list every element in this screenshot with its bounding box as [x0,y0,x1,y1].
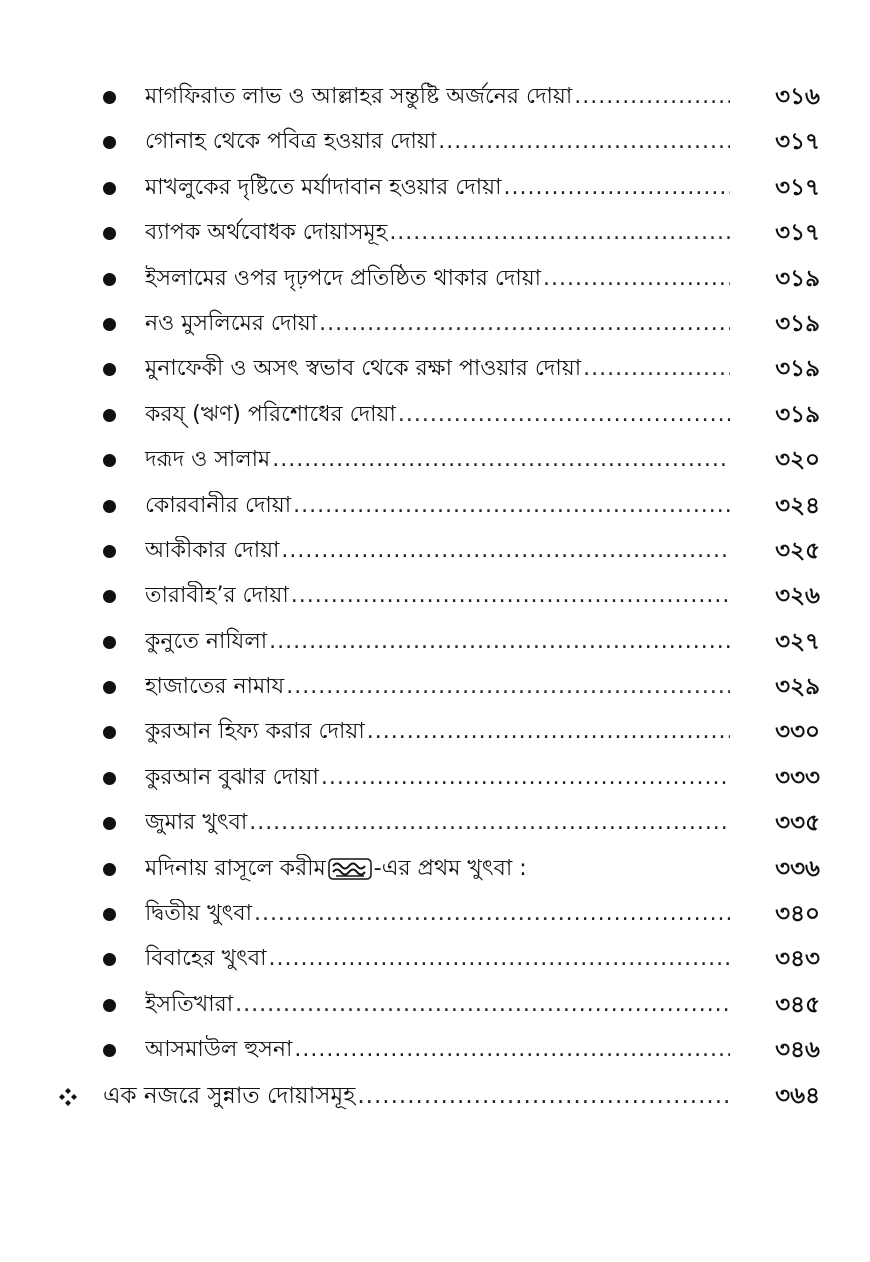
toc-entry-page: ৩৪৫ [775,991,820,1018]
toc-entry[interactable] [0,76,870,121]
dot-leader [367,717,730,747]
toc-entry[interactable] [0,575,870,620]
toc-entry-page: ৩৩৫ [775,810,820,837]
toc-entry-page: ৩১৯ [775,265,820,292]
toc-entry-label: মাখলুকের দৃষ্টিতে মর্যাদাবান হওয়ার দোয়া [145,174,502,200]
dot-leader [235,990,730,1020]
dot-leader [398,400,730,430]
toc-main-entry-page: ৩৬৪ [775,1082,820,1109]
toc-entry[interactable] [0,621,870,666]
dot-leader [269,627,730,657]
toc-entry[interactable] [0,802,870,847]
toc-entry-page: ৩১৬ [775,84,820,110]
toc-entry-label: মাগফিরাত লাভ ও আল্লাহর সন্তুষ্টি অর্জনের দোয়া [145,84,573,109]
dot-leader [357,1081,733,1111]
dot-leader [583,354,730,384]
toc-entry-label: হাজাতের নামায [145,674,285,700]
toc-entry-page: ৩১৯ [775,356,820,383]
bullet-icon [103,953,116,966]
toc-entry-page: ৩২৬ [775,583,820,610]
bullet-icon [103,863,116,876]
bullet-icon [103,409,116,422]
toc-entry-label: করয্ (ঋণ) পরিশোধের দোয়া [145,401,396,427]
table-of-contents [0,76,870,1120]
dot-leader [319,309,730,339]
toc-entry-page: ৩১৭ [775,174,820,201]
toc-entry-page: ৩১৯ [775,310,820,337]
toc-entry-label: কুরআন বুঝার দোয়া [145,764,319,790]
bullet-icon [103,182,116,195]
bullet-icon [103,681,116,694]
toc-entry-label: দ্বিতীয় খুৎবা [145,901,252,927]
bullet-icon [103,273,116,286]
toc-entry[interactable] [0,121,870,166]
toc-entry-page: ৩২৭ [775,628,820,655]
toc-entry[interactable] [0,348,870,393]
toc-entry-page: ৩৪৩ [775,946,820,973]
bullet-icon [103,91,116,104]
toc-entry-page: ৩২৪ [775,492,820,519]
dot-leader [269,944,731,974]
dot-leader [286,672,730,702]
toc-entry[interactable] [0,893,870,938]
toc-entry-label: ইসলামের ওপর দৃঢ়পদে প্রতিষ্ঠিত থাকার দোয়া [145,265,542,291]
toc-entry-label: আসমাউল হুসনা [145,1037,293,1063]
toc-entry-label-before: মদিনায় রাসূলে করীম [145,855,326,881]
toc-entry-page: ৩২০ [775,447,820,474]
bullet-icon [103,817,116,830]
four-diamond-bullet-icon [58,1087,78,1107]
toc-entry-label: কুনুতে নাযিলা [145,628,268,654]
dot-leader [438,127,730,157]
bullet-icon [103,454,116,467]
toc-entry-label: তারাবীহ’র দোয়া [145,583,289,609]
toc-entry[interactable] [0,984,870,1029]
toc-entry-label [145,854,529,884]
toc-main-entry[interactable] [0,1075,870,1120]
bullet-icon [103,636,116,649]
dot-leader [543,264,730,294]
dot-leader [321,763,730,793]
toc-entry-label: কোরবানীর দোয়া [145,492,292,518]
bullet-icon [103,1044,116,1057]
toc-entry-label: জুমার খুৎবা [145,810,248,836]
bullet-icon [103,772,116,785]
toc-entry-page: ৩৪০ [775,901,820,928]
toc-entry-label: ইসতিখারা [145,991,234,1017]
bullet-icon [103,726,116,739]
toc-entry[interactable] [0,212,870,257]
toc-entry[interactable] [0,303,870,348]
toc-entry[interactable] [0,757,870,802]
toc-entry-label: গোনাহ থেকে পবিত্র হওয়ার দোয়া [145,129,437,155]
bullet-icon [103,318,116,331]
toc-entry[interactable] [0,1029,870,1074]
toc-entry-page: ৩১৭ [775,220,820,247]
toc-entry-label-after: -এর প্রথম খুৎবা : [373,855,527,881]
toc-entry[interactable] [0,666,870,711]
toc-entry-label: কুরআন হিফ্য করার দোয়া [145,719,365,745]
dot-leader [293,491,730,521]
toc-entry-page: ৩২৯ [775,674,820,701]
dot-leader [574,82,730,112]
toc-entry-page: ৩১৯ [775,401,820,428]
toc-entry[interactable] [0,258,870,303]
dot-leader [272,445,730,475]
dot-leader [254,899,730,929]
toc-entry-page: ৩১৭ [775,129,820,156]
dot-leader [389,218,730,248]
toc-entry-label: নও মুসলিমের দোয়া [145,310,318,336]
dot-leader [294,1035,730,1065]
bullet-icon [103,227,116,240]
toc-entry[interactable] [0,439,870,484]
bullet-icon [103,363,116,376]
toc-entry-page: ৩২৫ [775,537,820,564]
toc-entry[interactable] [0,530,870,575]
toc-entry[interactable] [0,167,870,212]
bullet-icon [103,908,116,921]
toc-main-entry-label: এক নজরে সুন্নাত দোয়াসমূহ [103,1082,356,1109]
dot-leader [291,581,730,611]
bullet-icon [103,590,116,603]
bullet-icon [103,999,116,1012]
toc-entry-label: দরূদ ও সালাম [145,447,271,473]
toc-entry[interactable] [0,938,870,983]
dot-leader [281,536,730,566]
dot-leader [249,808,730,838]
toc-entry-page: ৩৩৬ [775,855,820,882]
dot-leader [504,173,731,203]
toc-entry[interactable] [0,394,870,439]
toc-entry[interactable] [0,711,870,756]
toc-entry-page: ৩৩০ [775,719,820,746]
bullet-icon [103,545,116,558]
toc-entry-page: ৩৪৬ [775,1037,820,1064]
bullet-icon [103,136,116,149]
toc-entry[interactable] [0,485,870,530]
bullet-icon [103,500,116,513]
toc-entry-label: আকীকার দোয়া [145,537,280,563]
toc-entry-label: বিবাহের খুৎবা [145,946,267,972]
toc-entry-label: ব্যাপক অর্থবোধক দোয়াসমূহ [145,220,388,246]
toc-entry[interactable] [0,848,870,893]
toc-entry-label: মুনাফেকী ও অসৎ স্বভাব থেকে রক্ষা পাওয়ার দোয়া [145,356,582,382]
salallahu-seal-icon [328,858,372,880]
toc-entry-page: ৩৩৩ [775,764,820,791]
